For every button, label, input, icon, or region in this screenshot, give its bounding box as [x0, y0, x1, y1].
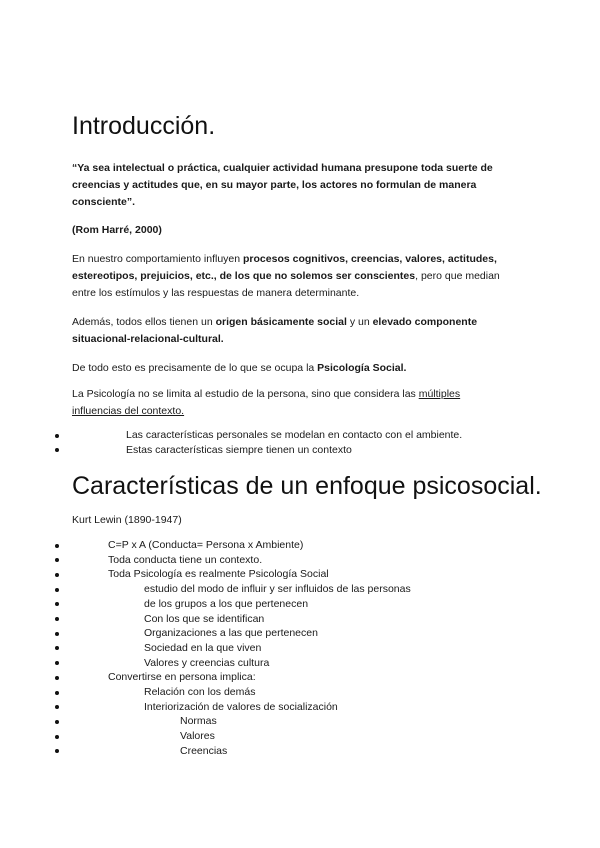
list-item: Las características personales se modelan en contacto con el ambiente. — [72, 428, 462, 443]
p3-text-bold: Psicología Social. — [317, 362, 407, 374]
list-item: Valores — [72, 729, 411, 744]
list-item: C=P x A (Conducta= Persona x Ambiente) — [72, 538, 411, 553]
p2-text-bold-2: elevado componente situacional-relacional-cultural. — [72, 316, 478, 345]
list-item: Toda Psicología es realmente Psicología Social — [72, 567, 411, 582]
p3-text-a: De todo esto es precisamente de lo que se ocupa la — [72, 362, 318, 374]
p4-text-a: La Psicología no se limita al estudio de la persona, sino que considera las — [72, 388, 419, 400]
list-item: Creencias — [72, 744, 411, 759]
intro-heading: Introducción. — [72, 112, 216, 140]
p1-text-bold: procesos cognitivos, creencias, valores, actitudes, estereotipos, prejuicios, etc., de los que no solemos ser conscientes — [72, 253, 497, 282]
p4-text-underlined: múltiples influencias del contexto. — [72, 388, 461, 417]
list-item: Con los que se identifican — [72, 612, 411, 627]
list-item: Interiorización de valores de socialización — [72, 700, 411, 715]
list-item: Relación con los demás — [72, 685, 411, 700]
intro-paragraph-3 — [72, 360, 512, 377]
list-item: estudio del modo de influir y ser influidos de las personas — [72, 582, 411, 597]
p1-text-c: , pero que median entre los estímulos y las respuestas de manera determinante. — [72, 270, 500, 299]
list-item: Normas — [72, 714, 411, 729]
list-item: Toda conducta tiene un contexto. — [72, 553, 411, 568]
p2-text-a: Además, todos ellos tienen un — [72, 316, 216, 328]
list-item: Sociedad en la que viven — [72, 641, 411, 656]
p1-text-a: En nuestro comportamiento influyen — [72, 253, 244, 265]
quote-citation: (Rom Harré, 2000) — [72, 224, 162, 236]
list-item: Convertirse en persona implica: — [72, 670, 411, 685]
list-item: Valores y creencias cultura — [72, 656, 411, 671]
p2-text-c: y un — [346, 316, 373, 328]
intro-paragraph-1 — [72, 251, 512, 302]
intro-quote: “Ya sea intelectual o práctica, cualquier actividad humana presupone toda suerte de creencias y actitudes que, en su mayor parte, los actores no formulan de manera consciente”. — [72, 162, 493, 208]
list-item: de los grupos a los que pertenecen — [72, 597, 411, 612]
list-item: Organizaciones a las que pertenecen — [72, 626, 411, 641]
intro-paragraph-2 — [72, 314, 512, 348]
author-line: Kurt Lewin (1890-1947) — [72, 514, 182, 526]
section2-heading: Características de un enfoque psicosocial. — [72, 472, 542, 500]
lewin-list — [72, 538, 411, 759]
p2-text-bold-1: origen básicamente social — [215, 316, 347, 328]
intro-bullet-list — [72, 428, 462, 457]
intro-paragraph-4 — [72, 386, 502, 420]
list-item: Estas características siempre tienen un contexto — [72, 443, 462, 458]
